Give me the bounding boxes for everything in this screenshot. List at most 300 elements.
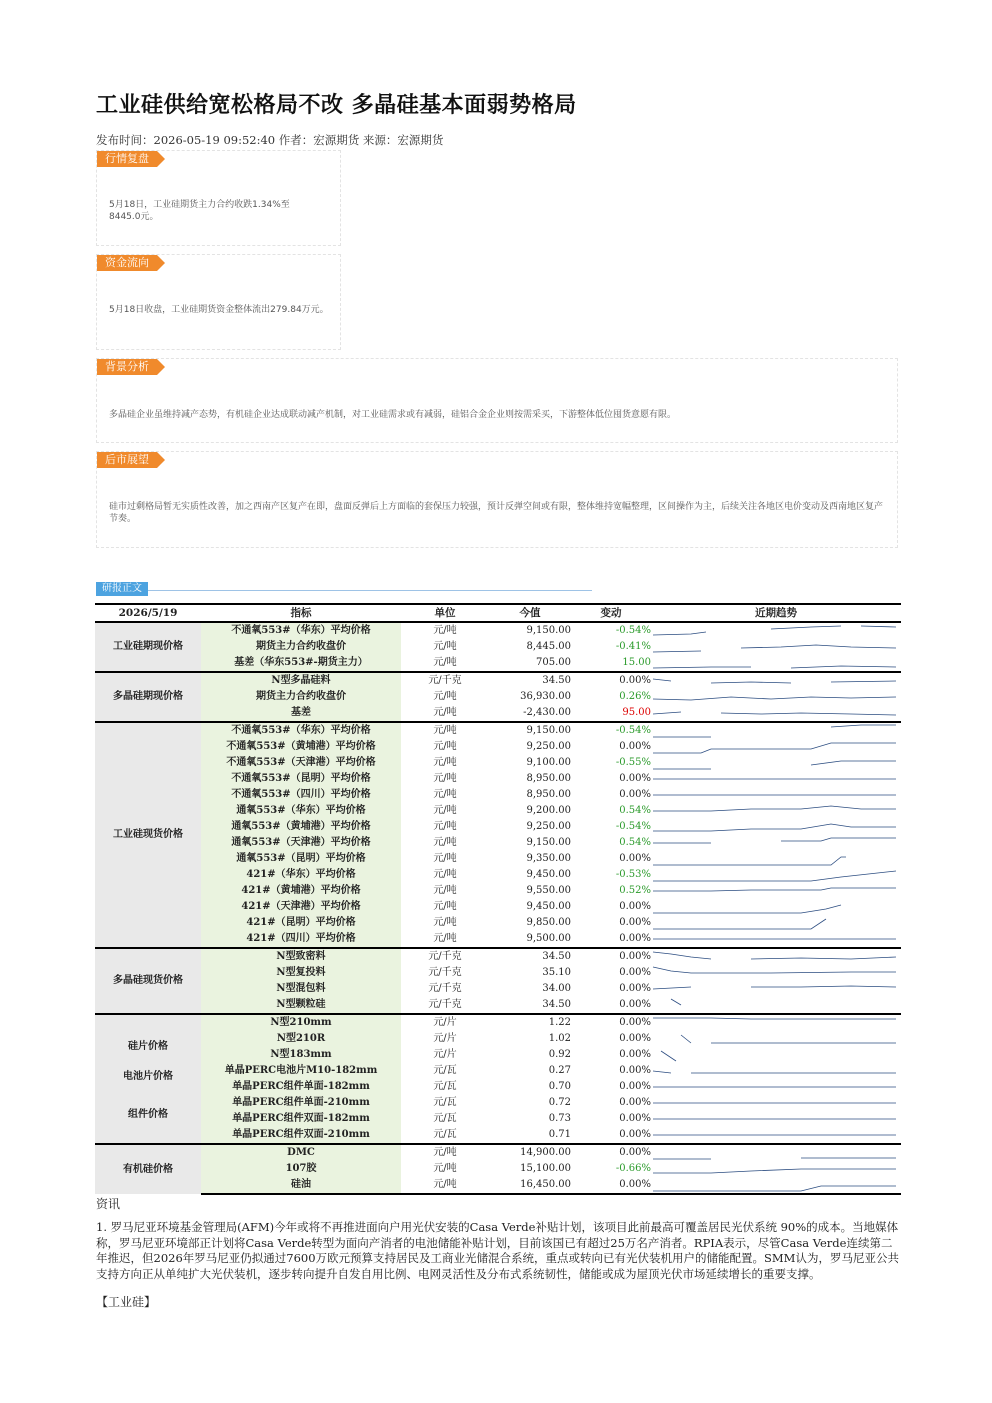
indicator-cell: 421#（四川）平均价格 xyxy=(201,931,401,948)
trend-sparkline xyxy=(651,1095,901,1111)
change-cell: 0.00% xyxy=(571,1177,651,1194)
trend-sparkline-cell xyxy=(651,1144,901,1161)
table-row xyxy=(95,1095,901,1111)
fund-flow-box xyxy=(96,254,341,350)
value-cell: 34.50 xyxy=(489,948,571,965)
change-cell: 0.00% xyxy=(619,853,651,864)
table-row xyxy=(95,1031,901,1047)
indicator-cell: 单晶PERC组件单面-210mm xyxy=(201,1095,401,1111)
change-cell: 0.00% xyxy=(619,1033,651,1044)
unit-cell: 元/瓦 xyxy=(433,1081,457,1092)
trend-sparkline-cell xyxy=(651,689,901,705)
article-meta: 发布时间：2026-05-19 09:52:40 作者：宏源期货 来源：宏源期货 xyxy=(96,133,444,147)
trend-line xyxy=(653,697,896,700)
trend-sparkline xyxy=(651,1111,901,1127)
trend-sparkline-cell xyxy=(651,997,901,1014)
trend-line xyxy=(653,871,896,881)
trend-line xyxy=(653,1158,896,1159)
table-row xyxy=(95,771,901,787)
table-header-row xyxy=(95,604,901,622)
indicator-cell: 不通氧553#（华东）平均价格 xyxy=(201,622,401,639)
table-row xyxy=(95,739,901,755)
unit-cell: 元/吨 xyxy=(433,933,457,944)
change-cell: 0.54% xyxy=(619,837,651,848)
trend-sparkline xyxy=(651,1079,901,1095)
indicator-cell: 不通氧553#（昆明）平均价格 xyxy=(201,771,401,787)
trend-sparkline-cell xyxy=(651,722,901,739)
unit-cell: 元/吨 xyxy=(433,773,457,784)
trend-sparkline-cell xyxy=(651,1127,901,1144)
table-row xyxy=(95,851,901,867)
unit-cell: 元/吨 xyxy=(433,789,457,800)
trend-sparkline-cell xyxy=(651,1014,901,1031)
trend-line xyxy=(661,1051,676,1061)
header-value: 今值 xyxy=(489,604,571,622)
value-cell: 8,950.00 xyxy=(526,789,571,800)
unit-cell: 元/吨 xyxy=(401,1144,489,1161)
trend-sparkline-cell xyxy=(651,1079,901,1095)
unit-cell: 元/吨 xyxy=(433,691,457,702)
trend-sparkline-cell xyxy=(651,639,901,655)
report-header xyxy=(96,576,592,594)
value-cell: 9,450.00 xyxy=(526,901,571,912)
change-cell: 0.00% xyxy=(619,917,651,928)
market-review-text: 5月18日，工业硅期货主力合约收跌1.34%至8445.0元。 xyxy=(109,200,290,222)
header-trend: 近期趋势 xyxy=(651,604,901,622)
table-row xyxy=(95,1111,901,1127)
trend-sparkline-cell xyxy=(651,899,901,915)
header-unit: 单位 xyxy=(401,604,489,622)
change-cell: 0.00% xyxy=(619,967,651,978)
trend-sparkline xyxy=(651,1047,901,1063)
report-header-label: 研报正文 xyxy=(96,582,148,596)
indicator-cell: 不通氧553#（黄埔港）平均价格 xyxy=(201,739,401,755)
trend-sparkline xyxy=(651,981,901,997)
indicator-cell: 通氧553#（黄埔港）平均价格 xyxy=(201,819,401,835)
trend-line xyxy=(653,838,896,843)
table-row xyxy=(95,915,901,931)
value-cell: 0.71 xyxy=(548,1129,571,1140)
table-row xyxy=(95,705,901,722)
trend-sparkline-cell xyxy=(651,1111,901,1127)
table-row xyxy=(95,803,901,819)
header-date: 2026/5/19 xyxy=(95,604,201,622)
trend-line xyxy=(653,743,896,753)
change-cell: 0.00% xyxy=(619,999,651,1010)
trend-sparkline xyxy=(651,867,901,883)
value-cell: 8,445.00 xyxy=(526,641,571,652)
indicator-cell: 基差 xyxy=(201,705,401,722)
change-cell: 0.00% xyxy=(619,741,651,752)
change-cell: 0.00% xyxy=(619,983,651,994)
trend-sparkline xyxy=(651,1145,901,1161)
value-cell: 9,150.00 xyxy=(489,722,571,739)
unit-cell: 元/吨 xyxy=(433,641,457,652)
value-cell: 34.50 xyxy=(542,999,571,1010)
trend-sparkline xyxy=(651,1161,901,1177)
trend-sparkline xyxy=(651,689,901,705)
table-row xyxy=(95,722,901,739)
table-row xyxy=(95,931,901,948)
trend-sparkline-cell xyxy=(651,965,901,981)
value-cell: 8,950.00 xyxy=(526,773,571,784)
table-row xyxy=(95,981,901,997)
trend-sparkline-cell xyxy=(651,1161,901,1177)
market-review-tag: 行情复盘 xyxy=(97,151,157,167)
value-cell: 0.72 xyxy=(548,1097,571,1108)
trend-sparkline-cell xyxy=(651,851,901,867)
indicator-cell: 硅油 xyxy=(201,1177,401,1194)
trend-line xyxy=(681,1035,896,1043)
value-cell: 34.50 xyxy=(489,672,571,689)
trend-sparkline xyxy=(651,899,901,915)
change-cell: 95.00 xyxy=(622,707,651,718)
change-cell: 0.52% xyxy=(619,885,651,896)
trend-line xyxy=(653,905,841,913)
unit-cell: 元/瓦 xyxy=(433,1113,457,1124)
unit-cell: 元/瓦 xyxy=(433,1065,457,1076)
trend-line xyxy=(653,806,896,811)
trend-sparkline xyxy=(651,931,901,947)
category-cell: 多晶硅现货价格 xyxy=(95,948,201,1014)
trend-line xyxy=(653,952,896,959)
indicator-cell: 421#（华东）平均价格 xyxy=(201,867,401,883)
change-cell: -0.54% xyxy=(615,821,651,832)
value-cell: 35.10 xyxy=(542,967,571,978)
indicator-cell: 单晶PERC组件双面-210mm xyxy=(201,1127,401,1144)
value-cell: -2,430.00 xyxy=(523,707,571,718)
trend-sparkline xyxy=(651,883,901,899)
value-cell: 34.00 xyxy=(542,983,571,994)
change-cell: -0.55% xyxy=(615,757,651,768)
change-cell: 0.00% xyxy=(619,789,651,800)
table-row xyxy=(95,965,901,981)
value-cell: 9,450.00 xyxy=(526,869,571,880)
trend-line xyxy=(653,645,896,652)
table-row xyxy=(95,1047,901,1063)
table-row xyxy=(95,622,901,639)
change-cell: 0.00% xyxy=(619,1113,651,1124)
trend-line xyxy=(653,725,896,737)
trend-sparkline xyxy=(651,1031,901,1047)
change-cell: 15.00 xyxy=(622,657,651,668)
value-cell: 9,550.00 xyxy=(526,885,571,896)
trend-line xyxy=(653,888,896,891)
value-cell: 9,150.00 xyxy=(526,625,571,636)
trend-line xyxy=(653,857,846,865)
trend-sparkline-cell xyxy=(651,1047,901,1063)
trend-sparkline xyxy=(651,639,901,655)
table-row xyxy=(95,867,901,883)
trend-sparkline xyxy=(651,787,901,803)
change-cell: -0.54% xyxy=(615,625,651,636)
indicator-cell: 期货主力合约收盘价 xyxy=(201,639,401,655)
value-cell: 9,250.00 xyxy=(526,821,571,832)
trend-sparkline-cell xyxy=(651,981,901,997)
value-cell: 9,100.00 xyxy=(526,757,571,768)
unit-cell: 元/吨 xyxy=(433,657,457,668)
trend-sparkline xyxy=(651,755,901,771)
trend-sparkline-cell xyxy=(651,835,901,851)
table-row xyxy=(95,689,901,705)
news-item-1: 1. 罗马尼亚环境基金管理局(AFM)今年或将不再推进面向户用光伏安装的Casa Verde补贴计划，该项目此前最高可覆盖居民光伏系统 90%的成本。当地媒体称，罗马尼亚环境部正计划将Casa Verde转型为面向产消者的电池储能补贴计划，目前该国已有超过25万名产消者。RPIA表示，尽管Casa Verde连续第二年推迟，但2026年罗马尼亚仍拟通过7600万欧元预算支持居民及工商业光储混合系统，重点或转向已有光伏装机用户的储能配置。SMM认为，罗马尼亚公共支持方向正从单纯扩大光伏装机，逐步转向提升自发自用比例、电网灵活性及分布式系统韧性，储能或成为屋顶光伏市场延续增长的重要支撑。 xyxy=(96,1220,899,1281)
unit-cell: 元/千克 xyxy=(428,999,462,1010)
trend-sparkline xyxy=(651,819,901,835)
section-bracket-silicon: 【工业硅】 xyxy=(96,1295,157,1309)
change-cell: 0.00% xyxy=(619,1065,651,1076)
unit-cell: 元/吨 xyxy=(433,741,457,752)
change-cell: 0.00% xyxy=(619,1129,651,1140)
value-cell: 14,900.00 xyxy=(489,1144,571,1161)
value-cell: 16,450.00 xyxy=(489,1177,571,1194)
trend-sparkline-cell xyxy=(651,1095,901,1111)
value-cell: 9,350.00 xyxy=(526,853,571,864)
value-cell: 9,250.00 xyxy=(526,741,571,752)
trend-line xyxy=(653,626,896,635)
trend-line xyxy=(653,1169,896,1173)
change-cell: 0.00% xyxy=(619,1097,651,1108)
trend-sparkline-cell xyxy=(651,1031,901,1047)
trend-line xyxy=(653,1018,896,1019)
indicator-cell: DMC xyxy=(201,1144,401,1161)
trend-sparkline-cell xyxy=(651,819,901,835)
table-row xyxy=(95,1127,901,1144)
market-review-box xyxy=(96,150,341,246)
trend-sparkline xyxy=(651,623,901,639)
background-tag: 背景分析 xyxy=(97,359,157,375)
table-row xyxy=(95,1079,901,1095)
table-row xyxy=(95,655,901,672)
unit-cell: 元/千克 xyxy=(401,672,489,689)
change-cell: 0.00% xyxy=(571,948,651,965)
trend-sparkline xyxy=(651,1177,901,1193)
table-row xyxy=(95,1144,901,1161)
indicator-cell: 不通氧553#（天津港）平均价格 xyxy=(201,755,401,771)
value-cell: 9,150.00 xyxy=(526,837,571,848)
trend-line xyxy=(653,1186,896,1191)
trend-line xyxy=(653,1071,896,1073)
unit-cell: 元/吨 xyxy=(433,869,457,880)
table-row xyxy=(95,899,901,915)
unit-cell: 元/千克 xyxy=(428,983,462,994)
unit-cell: 元/片 xyxy=(401,1014,489,1031)
change-cell: -0.66% xyxy=(615,1163,651,1174)
value-cell: 0.70 xyxy=(548,1081,571,1092)
change-cell: -0.41% xyxy=(615,641,651,652)
unit-cell: 元/吨 xyxy=(433,805,457,816)
trend-line xyxy=(653,986,896,989)
change-cell: -0.54% xyxy=(571,722,651,739)
unit-cell: 元/片 xyxy=(433,1049,457,1060)
value-cell: 9,500.00 xyxy=(526,933,571,944)
table-row xyxy=(95,672,901,689)
unit-cell: 元/吨 xyxy=(433,917,457,928)
trend-sparkline-cell xyxy=(651,739,901,755)
value-cell: 9,200.00 xyxy=(526,805,571,816)
trend-sparkline-cell xyxy=(651,803,901,819)
indicator-cell: N型210mm xyxy=(201,1014,401,1031)
table-row xyxy=(95,787,901,803)
change-cell: 0.26% xyxy=(619,691,651,702)
trend-sparkline xyxy=(651,997,901,1013)
trend-sparkline xyxy=(651,915,901,931)
table-row xyxy=(95,1161,901,1177)
value-cell: 36,930.00 xyxy=(520,691,571,702)
outlook-box xyxy=(96,451,898,548)
value-cell: 15,100.00 xyxy=(520,1163,571,1174)
unit-cell: 元/吨 xyxy=(401,722,489,739)
category-sublabel: 硅片价格 xyxy=(128,1041,168,1052)
indicator-cell: 期货主力合约收盘价 xyxy=(201,689,401,705)
unit-cell: 元/吨 xyxy=(433,853,457,864)
category-cell: 工业硅期现价格 xyxy=(95,622,201,672)
unit-cell: 元/吨 xyxy=(433,885,457,896)
table-row xyxy=(95,948,901,965)
value-cell: 1.02 xyxy=(548,1033,571,1044)
value-cell: 705.00 xyxy=(536,657,571,668)
indicator-cell: 单晶PERC组件单面-182mm xyxy=(201,1079,401,1095)
trend-sparkline xyxy=(651,851,901,867)
indicator-cell: N型混包料 xyxy=(201,981,401,997)
trend-sparkline xyxy=(651,965,901,981)
unit-cell: 元/吨 xyxy=(433,707,457,718)
trend-sparkline xyxy=(651,771,901,787)
header-change: 变动 xyxy=(571,604,651,622)
fund-flow-tag: 资金流向 xyxy=(97,255,157,271)
category-cell: 有机硅价格 xyxy=(95,1144,201,1194)
trend-sparkline xyxy=(651,673,901,689)
trend-sparkline-cell xyxy=(651,883,901,899)
indicator-cell: 单晶PERC组件双面-182mm xyxy=(201,1111,401,1127)
trend-sparkline xyxy=(651,949,901,965)
trend-sparkline-cell xyxy=(651,655,901,672)
trend-line xyxy=(653,666,896,668)
trend-line xyxy=(653,761,896,769)
trend-sparkline xyxy=(651,705,901,721)
trend-sparkline-cell xyxy=(651,771,901,787)
change-cell: 0.00% xyxy=(619,933,651,944)
trend-line xyxy=(671,999,681,1005)
unit-cell: 元/片 xyxy=(433,1033,457,1044)
unit-cell: 元/千克 xyxy=(428,967,462,978)
category-sublabel: 电池片价格 xyxy=(123,1071,173,1082)
trend-sparkline-cell xyxy=(651,948,901,965)
table-row xyxy=(95,1177,901,1194)
trend-sparkline-cell xyxy=(651,672,901,689)
trend-sparkline xyxy=(651,723,901,739)
indicator-cell: 基差（华东553#-期货主力） xyxy=(201,655,401,672)
trend-line xyxy=(653,712,896,715)
trend-sparkline-cell xyxy=(651,622,901,639)
unit-cell: 元/吨 xyxy=(433,837,457,848)
change-cell: 0.00% xyxy=(619,901,651,912)
trend-line xyxy=(653,967,896,973)
indicator-cell: 单晶PERC电池片M10-182mm xyxy=(201,1063,401,1079)
trend-sparkline xyxy=(651,1015,901,1031)
table-row xyxy=(95,1063,901,1079)
article-title: 工业硅供给宽松格局不改 多晶硅基本面弱势格局 xyxy=(96,92,577,118)
unit-cell: 元/吨 xyxy=(401,1177,489,1194)
trend-sparkline-cell xyxy=(651,755,901,771)
indicator-cell: N型复投料 xyxy=(201,965,401,981)
unit-cell: 元/瓦 xyxy=(433,1097,457,1108)
value-cell: 1.22 xyxy=(489,1014,571,1031)
fund-flow-text: 5月18日收盘，工业硅期货资金整体流出279.84万元。 xyxy=(109,305,329,315)
value-cell: 0.73 xyxy=(548,1113,571,1124)
category-sublabel: 组件价格 xyxy=(128,1109,168,1120)
category-cell: 工业硅现货价格 xyxy=(95,722,201,948)
trend-line xyxy=(653,679,896,683)
indicator-cell: 421#（昆明）平均价格 xyxy=(201,915,401,931)
table-row xyxy=(95,997,901,1014)
trend-sparkline-cell xyxy=(651,787,901,803)
outlook-tag: 后市展望 xyxy=(97,452,157,468)
unit-cell: 元/瓦 xyxy=(433,1129,457,1140)
trend-sparkline-cell xyxy=(651,1177,901,1194)
trend-sparkline-cell xyxy=(651,1063,901,1079)
trend-sparkline-cell xyxy=(651,915,901,931)
category-cell xyxy=(95,1014,201,1144)
background-text: 多晶硅企业虽维持减产态势，有机硅企业达成联动减产机制，对工业硅需求或有减弱，硅铝合金企业则按需采买，下游整体低位囤货意愿有限。 xyxy=(109,410,677,420)
trend-sparkline xyxy=(651,739,901,755)
indicator-cell: N型致密料 xyxy=(201,948,401,965)
table-row xyxy=(95,883,901,899)
unit-cell: 元/千克 xyxy=(401,948,489,965)
indicator-cell: 通氧553#（华东）平均价格 xyxy=(201,803,401,819)
table-row xyxy=(95,639,901,655)
indicator-cell: 不通氧553#（四川）平均价格 xyxy=(201,787,401,803)
unit-cell: 元/吨 xyxy=(433,1163,457,1174)
indicator-cell: 421#（天津港）平均价格 xyxy=(201,899,401,915)
indicator-cell: 不通氧553#（华东）平均价格 xyxy=(201,722,401,739)
header-indicator: 指标 xyxy=(201,604,401,622)
trend-sparkline xyxy=(651,1127,901,1143)
trend-sparkline-cell xyxy=(651,705,901,722)
news-label: 资讯 xyxy=(96,1197,121,1211)
trend-sparkline xyxy=(651,803,901,819)
category-cell: 多晶硅期现价格 xyxy=(95,672,201,722)
value-cell: 0.92 xyxy=(548,1049,571,1060)
unit-cell: 元/吨 xyxy=(433,625,457,636)
change-cell: -0.53% xyxy=(615,869,651,880)
indicator-cell: N型210R xyxy=(201,1031,401,1047)
table-row xyxy=(95,755,901,771)
trend-sparkline xyxy=(651,835,901,851)
indicator-cell: 107胶 xyxy=(201,1161,401,1177)
value-cell: 0.27 xyxy=(548,1065,571,1076)
change-cell: 0.00% xyxy=(571,1014,651,1031)
trend-line xyxy=(653,919,826,929)
table-row xyxy=(95,1014,901,1031)
price-table xyxy=(95,603,901,1195)
outlook-text: 硅市过剩格局暂无实质性改善，加之西南产区复产在即，盘面反弹后上方面临的套保压力较强，预计反弹空间或有限，整体维持宽幅整理，区间操作为主，后续关注各地区电价变动及西南地区复产节奏。 xyxy=(109,502,884,524)
value-cell: 9,850.00 xyxy=(526,917,571,928)
change-cell: 0.00% xyxy=(619,1081,651,1092)
change-cell: 0.00% xyxy=(571,672,651,689)
indicator-cell: 通氧553#（昆明）平均价格 xyxy=(201,851,401,867)
indicator-cell: N型颗粒硅 xyxy=(201,997,401,1014)
trend-sparkline xyxy=(651,655,901,671)
trend-line xyxy=(653,824,896,831)
change-cell: 0.00% xyxy=(571,1144,651,1161)
unit-cell: 元/吨 xyxy=(433,757,457,768)
unit-cell: 元/吨 xyxy=(433,821,457,832)
indicator-cell: 421#（黄埔港）平均价格 xyxy=(201,883,401,899)
indicator-cell: 通氧553#（天津港）平均价格 xyxy=(201,835,401,851)
change-cell: 0.54% xyxy=(619,805,651,816)
indicator-cell: N型183mm xyxy=(201,1047,401,1063)
trend-sparkline xyxy=(651,1063,901,1079)
